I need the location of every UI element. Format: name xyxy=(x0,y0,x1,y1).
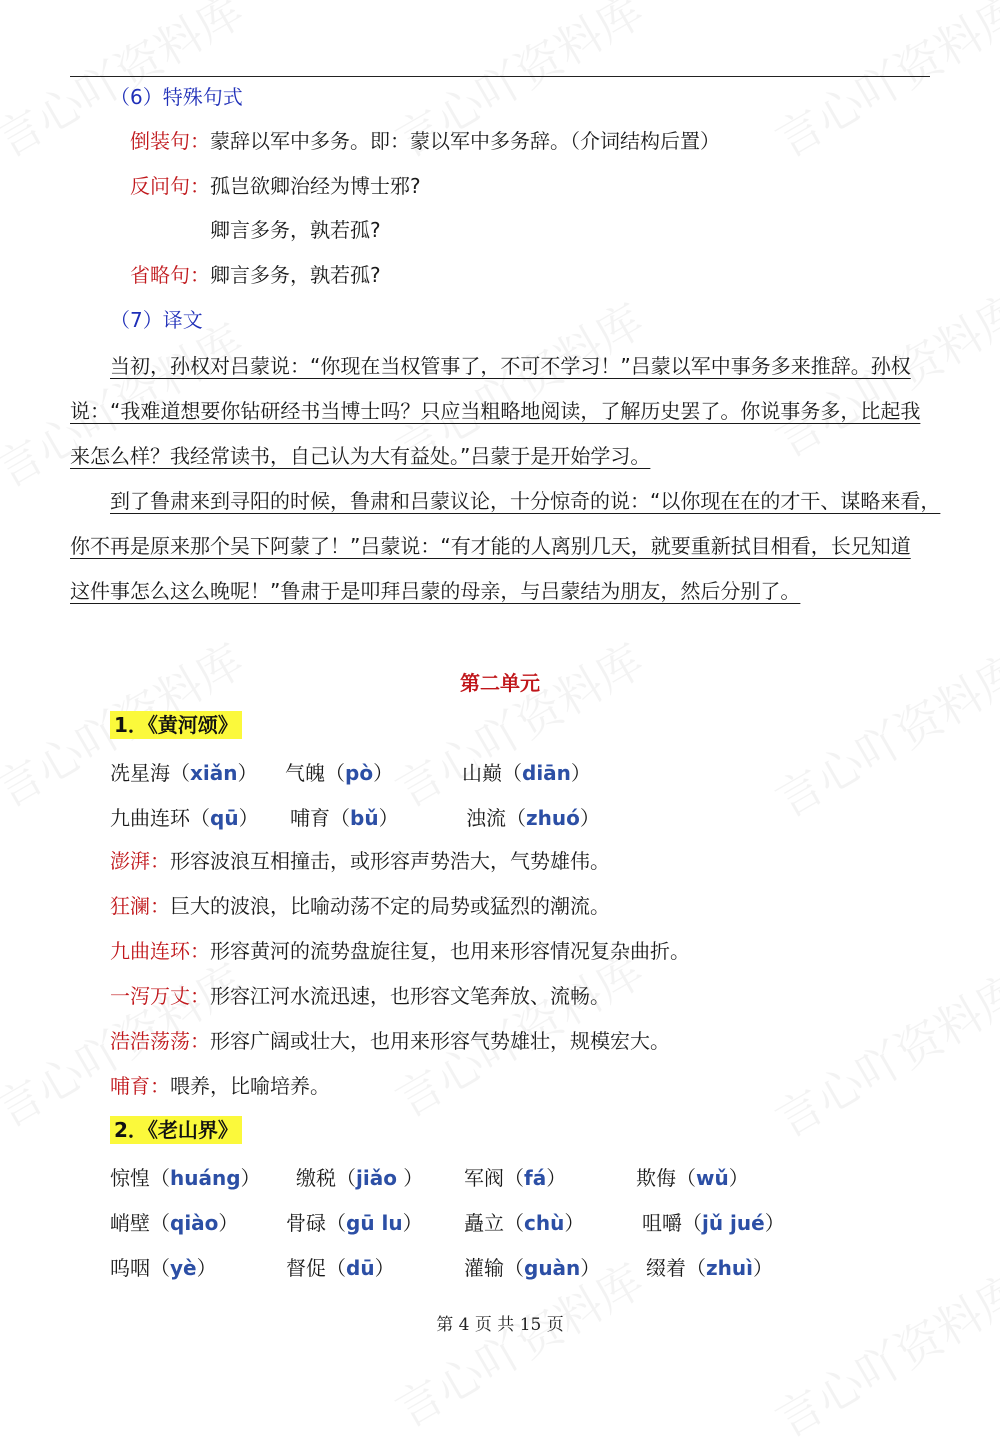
lesson-1-title xyxy=(110,711,242,739)
header-rule xyxy=(70,76,930,77)
translation-line: 这件事怎么这么晚呢！”鲁肃于是叩拜吕蒙的母亲，与吕蒙结为朋友，然后分别了。 xyxy=(70,579,801,603)
pinyin-item: 惊惶（huáng） xyxy=(110,1166,261,1190)
sentence-row xyxy=(210,216,381,244)
pinyin-item: 哺育（bǔ） xyxy=(290,806,399,830)
pinyin-item: 冼星海（xiǎn） xyxy=(110,761,258,785)
definition-text: 形容黄河的流势盘旋往复，也用来形容情况复杂曲折。 xyxy=(210,939,690,963)
definition-row xyxy=(110,937,690,965)
definition-term: 狂澜： xyxy=(110,894,170,918)
translation-line: 来怎么样？我经常读书，自己认为大有益处。”吕蒙于是开始学习。 xyxy=(70,444,651,468)
definition-term: 哺育： xyxy=(110,1074,170,1098)
sentence-text: 卿言多务，孰若孤? xyxy=(210,218,381,242)
definition-term: 九曲连环： xyxy=(110,939,210,963)
pinyin-item: 缴税（jiǎo ） xyxy=(296,1166,424,1190)
sentence-type-label: 倒装句： xyxy=(130,129,210,153)
watermark xyxy=(762,635,1000,830)
lesson-2-title xyxy=(110,1116,242,1144)
definition-row xyxy=(110,1027,670,1055)
sentence-text: 孤岂欲卿治经为博士邪? xyxy=(210,174,421,198)
translation-line: 当初，孙权对吕蒙说：“你现在当权管事了，不可不学习！”吕蒙以军中事务多来推辞。孙权 xyxy=(110,354,911,378)
watermark xyxy=(762,1255,1000,1450)
translation-line: 到了鲁肃来到寻阳的时候，鲁肃和吕蒙议论，十分惊奇的说：“以你现在在的才干、谋略来看， xyxy=(110,489,941,513)
unit-title: 第二单元 xyxy=(460,671,540,695)
sentence-type-label: 省略句： xyxy=(130,263,210,287)
pinyin-item: 呜咽（yè） xyxy=(110,1256,217,1280)
section-7-heading: （7）译文 xyxy=(110,308,203,332)
sentence-text: 蒙辞以军中多务。即：蒙以军中多务辞。（介词结构后置） xyxy=(210,129,720,153)
definition-term: 澎湃： xyxy=(110,849,170,873)
definition-row xyxy=(110,1072,330,1100)
sentence-row xyxy=(130,172,421,200)
pinyin-item: 欺侮（wǔ） xyxy=(636,1166,749,1190)
pinyin-item: 缀着（zhuì） xyxy=(646,1256,773,1280)
page-number: 第 4 页 共 15 页 xyxy=(436,1315,564,1335)
definition-text: 喂养，比喻培养。 xyxy=(170,1074,330,1098)
pinyin-item: 气魄（pò） xyxy=(285,761,394,785)
watermark xyxy=(762,955,1000,1150)
definition-text: 形容江河水流迅速，也形容文笔奔放、流畅。 xyxy=(210,984,610,1008)
section-6-heading: （6）特殊句式 xyxy=(110,85,243,109)
pinyin-item: 峭壁（qiào） xyxy=(110,1211,239,1235)
pinyin-item: 九曲连环（qū） xyxy=(110,806,259,830)
watermark xyxy=(762,0,1000,171)
pinyin-item: 军阀（fá） xyxy=(464,1166,567,1190)
sentence-type-label: 反问句： xyxy=(130,174,210,198)
sentence-row xyxy=(130,261,381,289)
pinyin-item: 灌输（guàn） xyxy=(464,1256,601,1280)
pinyin-item: 矗立（chù） xyxy=(464,1211,585,1235)
lesson-title-highlight: 2．《老山界》 xyxy=(110,1116,242,1144)
pinyin-item: 咀嚼（jǔ jué） xyxy=(642,1211,785,1235)
definition-row xyxy=(110,892,610,920)
watermark xyxy=(382,625,654,820)
pinyin-item: 骨碌（gū lu） xyxy=(286,1211,423,1235)
definition-row xyxy=(110,847,610,875)
pinyin-item: 督促（dū） xyxy=(286,1256,395,1280)
definition-text: 形容波浪互相撞击，或形容声势浩大，气势雄伟。 xyxy=(170,849,610,873)
definition-row xyxy=(110,982,610,1010)
definition-term: 浩浩荡荡： xyxy=(110,1029,210,1053)
definition-text: 巨大的波浪，比喻动荡不定的局势或猛烈的潮流。 xyxy=(170,894,610,918)
definition-text: 形容广阔或壮大，也用来形容气势雄壮，规模宏大。 xyxy=(210,1029,670,1053)
pinyin-item: 浊流（zhuó） xyxy=(466,806,600,830)
sentence-row xyxy=(130,127,720,155)
definition-term: 一泻万丈： xyxy=(110,984,210,1008)
pinyin-item: 山巅（diān） xyxy=(462,761,591,785)
translation-line: 说：“我难道想要你钻研经书当博士吗？只应当粗略地阅读，了解历史罢了。你说事务多，比起我 xyxy=(70,399,921,423)
sentence-text: 卿言多务，孰若孤? xyxy=(210,263,381,287)
translation-line: 你不再是原来那个吴下阿蒙了！”吕蒙说：“有才能的人离别几天，就要重新拭目相看，长兄知道 xyxy=(70,534,911,558)
lesson-title-highlight: 1．《黄河颂》 xyxy=(110,711,242,739)
